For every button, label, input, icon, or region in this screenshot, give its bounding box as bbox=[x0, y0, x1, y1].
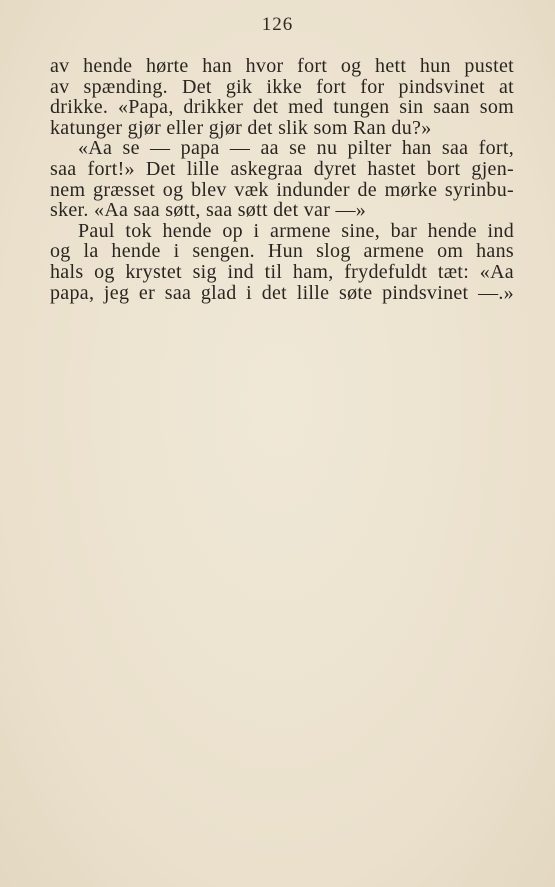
text-line: papa, jeg er saa glad i det lille søte pindsvinet —.» bbox=[50, 281, 514, 304]
text-line: drikke. «Papa, drikker det med tungen sin saan som bbox=[50, 96, 514, 119]
text-line: «Aa se — papa — aa se nu pilter han saa fort, bbox=[78, 137, 514, 160]
text-line: av spænding. Det gik ikke fort for pindsvinet at bbox=[50, 75, 514, 98]
page-number: 126 bbox=[261, 14, 294, 35]
text-line: sker. «Aa saa søtt, saa søtt det var —» bbox=[50, 199, 367, 222]
text-line: saa fort!» Det lille askegraa dyret hastet bort gjen- bbox=[50, 157, 514, 180]
text-line: av hende hørte han hvor fort og hett hun pustet bbox=[50, 55, 514, 77]
text-line: katunger gjør eller gjør det slik som Ran du?» bbox=[50, 116, 432, 139]
text-line: Paul tok hende op i armene sine, bar hende ind bbox=[78, 219, 514, 242]
body-text bbox=[50, 56, 514, 303]
text-line: nem græsset og blev væk indunder de mørke syrinbu- bbox=[50, 178, 514, 201]
text-line: hals og krystet sig ind til ham, frydefuldt tæt: «Aa bbox=[50, 260, 514, 283]
text-line: og la hende i sengen. Hun slog armene om hans bbox=[50, 240, 514, 263]
